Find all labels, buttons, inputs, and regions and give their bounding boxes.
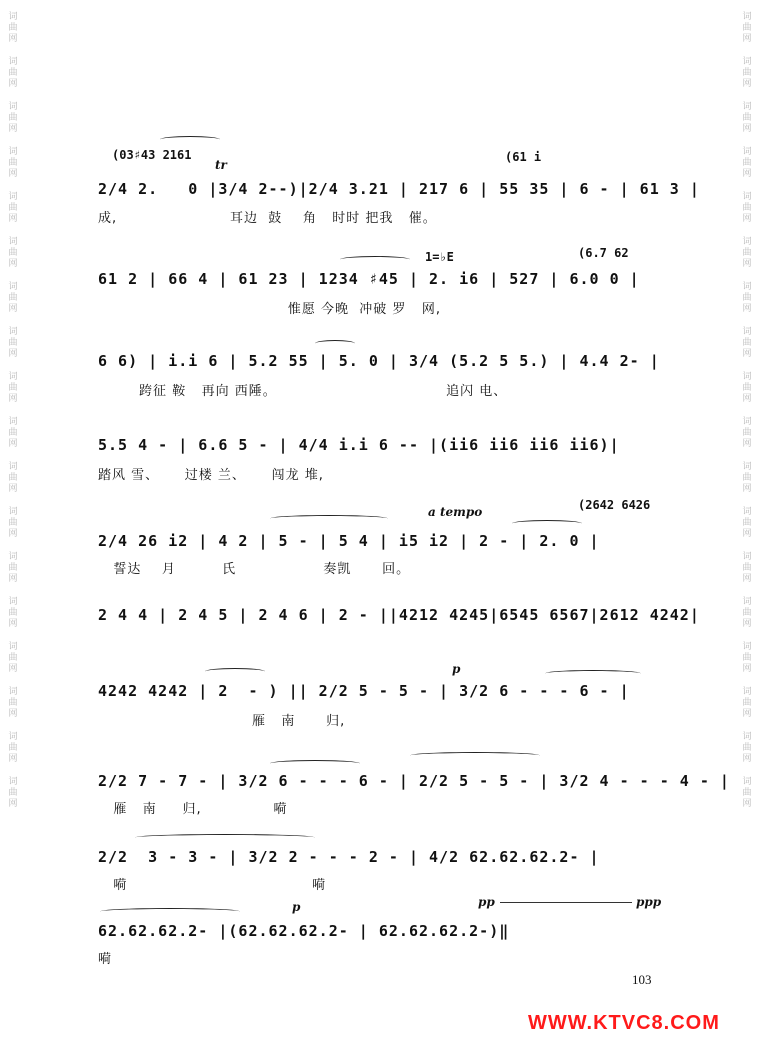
dynamic-p-1: p: [452, 662, 461, 676]
system-4-lyrics: 踏风 雪、 过楼 兰、 闯龙 堆,: [98, 468, 324, 483]
intro-phrase: (03♯43 2161: [112, 148, 192, 162]
slur: [135, 834, 315, 841]
left-watermark-strip: [0, 0, 26, 1063]
watermark-char: 曲: [8, 338, 18, 348]
system2-extra: (6.7 62: [578, 246, 629, 260]
watermark-char: 曲: [742, 158, 752, 168]
dynamic-p-2: p: [292, 900, 301, 914]
watermark-char: 词: [742, 417, 752, 427]
dynamic-pp: pp: [478, 895, 495, 909]
watermark-char: 词: [8, 462, 18, 472]
watermark-char: 网: [742, 34, 752, 44]
watermark-char: 网: [8, 304, 18, 314]
system-3-notes: 6 6) | i.i 6 | 5.2 55 | 5. 0 | 3/4 (5.2 5 5.) | 4.4 2- |: [98, 352, 660, 370]
watermark-char: 曲: [742, 383, 752, 393]
watermark-char: 词: [742, 642, 752, 652]
watermark-mark: [7, 642, 19, 675]
watermark-char: 网: [8, 34, 18, 44]
diminuendo-hairpin: [500, 902, 632, 903]
watermark-mark: [741, 12, 753, 45]
system-7-notes: 4242 4242 | 2 - ) || 2/2 5 - 5 - | 3/2 6 - - - 6 - |: [98, 682, 630, 700]
watermark-char: 曲: [742, 563, 752, 573]
watermark-mark: [7, 57, 19, 90]
watermark-char: 网: [742, 574, 752, 584]
watermark-char: 曲: [742, 788, 752, 798]
system-9-lyrics: 嗬 嗬: [98, 878, 327, 893]
watermark-char: 词: [8, 372, 18, 382]
system1-extra: (61 i: [505, 150, 542, 164]
watermark-char: 网: [8, 124, 18, 134]
watermark-mark: [741, 192, 753, 225]
watermark-char: 词: [8, 597, 18, 607]
slur: [270, 515, 388, 522]
watermark-mark: [7, 597, 19, 630]
watermark-char: 词: [8, 642, 18, 652]
system-1-lyrics: 成, 耳边 鼓 角 时时 把我 催。: [98, 211, 437, 226]
system-10-lyrics: 嗬: [98, 952, 113, 967]
watermark-char: 网: [8, 214, 18, 224]
key-signature: 1=♭E: [425, 250, 454, 264]
watermark-char: 曲: [742, 293, 752, 303]
system-2-notes: 61 2 | 66 4 | 61 23 | 1234 ♯45 | 2. i6 | 527 | 6.0 0 |: [98, 270, 640, 288]
watermark-char: 词: [8, 12, 18, 22]
slur: [160, 136, 220, 143]
watermark-char: 词: [742, 237, 752, 247]
watermark-char: 网: [8, 664, 18, 674]
watermark-char: 网: [742, 484, 752, 494]
watermark-mark: [7, 327, 19, 360]
system-6-notes: 2 4 4 | 2 4 5 | 2 4 6 | 2 - ||4212 4245|6545 6567|2612 4242|: [98, 606, 700, 624]
watermark-char: 网: [8, 529, 18, 539]
watermark-char: 网: [742, 529, 752, 539]
watermark-char: 词: [742, 327, 752, 337]
slur: [270, 760, 360, 767]
watermark-char: 词: [742, 687, 752, 697]
watermark-char: 词: [742, 147, 752, 157]
slur: [410, 752, 540, 759]
watermark-mark: [7, 282, 19, 315]
slur: [205, 668, 265, 675]
slur: [315, 340, 355, 347]
watermark-char: 网: [8, 79, 18, 89]
watermark-char: 网: [742, 349, 752, 359]
watermark-char: 词: [742, 507, 752, 517]
slur: [545, 670, 641, 677]
watermark-char: 曲: [742, 338, 752, 348]
system-4-notes: 5.5 4 - | 6.6 5 - | 4/4 i.i 6 -- |(ii6 ii6 ii6 ii6)|: [98, 436, 620, 454]
slur: [100, 908, 240, 915]
watermark-char: 词: [8, 102, 18, 112]
watermark-char: 曲: [8, 698, 18, 708]
watermark-char: 网: [742, 754, 752, 764]
watermark-char: 词: [8, 732, 18, 742]
watermark-mark: [7, 192, 19, 225]
dynamic-ppp: ppp: [636, 895, 662, 909]
watermark-char: 词: [742, 192, 752, 202]
tempo-marking: a tempo: [428, 505, 483, 519]
watermark-char: 网: [8, 484, 18, 494]
trill-mark: tr: [215, 158, 227, 172]
watermark-char: 网: [742, 439, 752, 449]
watermark-mark: [741, 327, 753, 360]
watermark-char: 网: [8, 349, 18, 359]
site-watermark: WWW.KTVC8.COM: [528, 1012, 720, 1034]
watermark-char: 网: [8, 574, 18, 584]
watermark-mark: [741, 237, 753, 270]
watermark-char: 网: [742, 304, 752, 314]
watermark-char: 网: [742, 124, 752, 134]
page-number: 103: [632, 972, 652, 987]
watermark-mark: [741, 147, 753, 180]
system-5-lyrics: 誓达 月 氏 奏凯 回。: [98, 562, 411, 577]
watermark-char: 网: [742, 214, 752, 224]
watermark-mark: [741, 777, 753, 810]
watermark-char: 网: [8, 619, 18, 629]
watermark-char: 网: [742, 799, 752, 809]
watermark-mark: [7, 507, 19, 540]
system-9-notes: 2/2 3 - 3 - | 3/2 2 - - - 2 - | 4/2 62.62.62.2- |: [98, 848, 600, 866]
watermark-char: 曲: [742, 23, 752, 33]
watermark-char: 网: [742, 709, 752, 719]
watermark-char: 网: [8, 439, 18, 449]
watermark-char: 曲: [8, 473, 18, 483]
slur: [340, 256, 410, 263]
watermark-mark: [741, 462, 753, 495]
watermark-char: 词: [742, 597, 752, 607]
watermark-char: 词: [742, 732, 752, 742]
system-2-lyrics: 惟愿 今晚 冲破 罗 网,: [98, 302, 441, 317]
watermark-char: 网: [8, 799, 18, 809]
watermark-char: 网: [8, 754, 18, 764]
watermark-char: 词: [742, 282, 752, 292]
system-5-notes: 2/4 26 i2 | 4 2 | 5 - | 5 4 | i5 i2 | 2 - | 2. 0 |: [98, 532, 600, 550]
watermark-char: 曲: [8, 383, 18, 393]
watermark-char: 曲: [742, 608, 752, 618]
watermark-char: 词: [8, 57, 18, 67]
watermark-char: 曲: [8, 518, 18, 528]
watermark-char: 网: [742, 664, 752, 674]
watermark-char: 词: [8, 417, 18, 427]
watermark-char: 曲: [8, 563, 18, 573]
watermark-mark: [7, 12, 19, 45]
watermark-char: 曲: [8, 293, 18, 303]
watermark-char: 曲: [8, 653, 18, 663]
watermark-char: 词: [8, 687, 18, 697]
watermark-char: 词: [8, 147, 18, 157]
system-3-lyrics: 跨征 鞍 再向 西陲。 追闪 电、: [98, 384, 508, 399]
watermark-char: 曲: [742, 653, 752, 663]
watermark-mark: [741, 507, 753, 540]
watermark-mark: [741, 282, 753, 315]
slur: [512, 520, 582, 527]
watermark-char: 词: [8, 237, 18, 247]
watermark-char: 曲: [742, 518, 752, 528]
watermark-char: 曲: [8, 743, 18, 753]
watermark-mark: [741, 552, 753, 585]
watermark-mark: [741, 642, 753, 675]
watermark-mark: [741, 372, 753, 405]
watermark-mark: [7, 417, 19, 450]
watermark-char: 词: [8, 507, 18, 517]
watermark-char: 词: [742, 462, 752, 472]
watermark-mark: [7, 147, 19, 180]
watermark-mark: [7, 462, 19, 495]
watermark-char: 曲: [8, 203, 18, 213]
system-8-lyrics: 雁 南 归, 嗬: [98, 802, 288, 817]
watermark-char: 曲: [8, 23, 18, 33]
watermark-char: 词: [742, 12, 752, 22]
watermark-mark: [7, 552, 19, 585]
watermark-char: 词: [742, 777, 752, 787]
watermark-char: 网: [742, 79, 752, 89]
watermark-mark: [741, 687, 753, 720]
watermark-mark: [7, 732, 19, 765]
watermark-char: 曲: [8, 158, 18, 168]
watermark-char: 网: [8, 709, 18, 719]
system5-extra: (2642 6426: [578, 498, 651, 512]
watermark-char: 曲: [742, 473, 752, 483]
system-8-notes: 2/2 7 - 7 - | 3/2 6 - - - 6 - | 2/2 5 - 5 - | 3/2 4 - - - 4 - |: [98, 772, 730, 790]
watermark-char: 曲: [742, 68, 752, 78]
watermark-char: 曲: [742, 248, 752, 258]
watermark-char: 曲: [742, 203, 752, 213]
watermark-char: 网: [742, 169, 752, 179]
watermark-char: 曲: [742, 113, 752, 123]
watermark-char: 词: [8, 327, 18, 337]
watermark-mark: [7, 372, 19, 405]
watermark-char: 词: [8, 777, 18, 787]
watermark-char: 曲: [8, 428, 18, 438]
system-7-lyrics: 雁 南 归,: [98, 714, 346, 729]
watermark-char: 词: [742, 102, 752, 112]
watermark-mark: [7, 687, 19, 720]
watermark-char: 网: [8, 259, 18, 269]
watermark-char: 曲: [742, 428, 752, 438]
watermark-mark: [741, 102, 753, 135]
watermark-char: 词: [742, 57, 752, 67]
right-watermark-strip: [734, 0, 760, 1063]
watermark-char: 曲: [8, 113, 18, 123]
watermark-mark: [741, 732, 753, 765]
watermark-char: 词: [8, 552, 18, 562]
watermark-char: 词: [8, 192, 18, 202]
watermark-char: 曲: [742, 743, 752, 753]
watermark-char: 网: [742, 394, 752, 404]
watermark-char: 曲: [8, 68, 18, 78]
watermark-char: 网: [742, 619, 752, 629]
watermark-char: 网: [8, 394, 18, 404]
watermark-char: 曲: [8, 788, 18, 798]
watermark-char: 词: [742, 372, 752, 382]
watermark-mark: [7, 102, 19, 135]
watermark-mark: [7, 237, 19, 270]
watermark-char: 网: [8, 169, 18, 179]
watermark-mark: [741, 57, 753, 90]
watermark-char: 曲: [742, 698, 752, 708]
system-1-notes: 2/4 2. 0 |3/4 2--)|2/4 3.21 | 217 6 | 55 35 | 6 - | 61 3 |: [98, 180, 700, 198]
system-10-notes: 62.62.62.2- |(62.62.62.2- | 62.62.62.2-)‖: [98, 922, 510, 940]
watermark-mark: [741, 417, 753, 450]
watermark-char: 词: [8, 282, 18, 292]
watermark-mark: [741, 597, 753, 630]
watermark-char: 曲: [8, 608, 18, 618]
watermark-char: 词: [742, 552, 752, 562]
watermark-mark: [7, 777, 19, 810]
watermark-char: 网: [742, 259, 752, 269]
watermark-char: 曲: [8, 248, 18, 258]
